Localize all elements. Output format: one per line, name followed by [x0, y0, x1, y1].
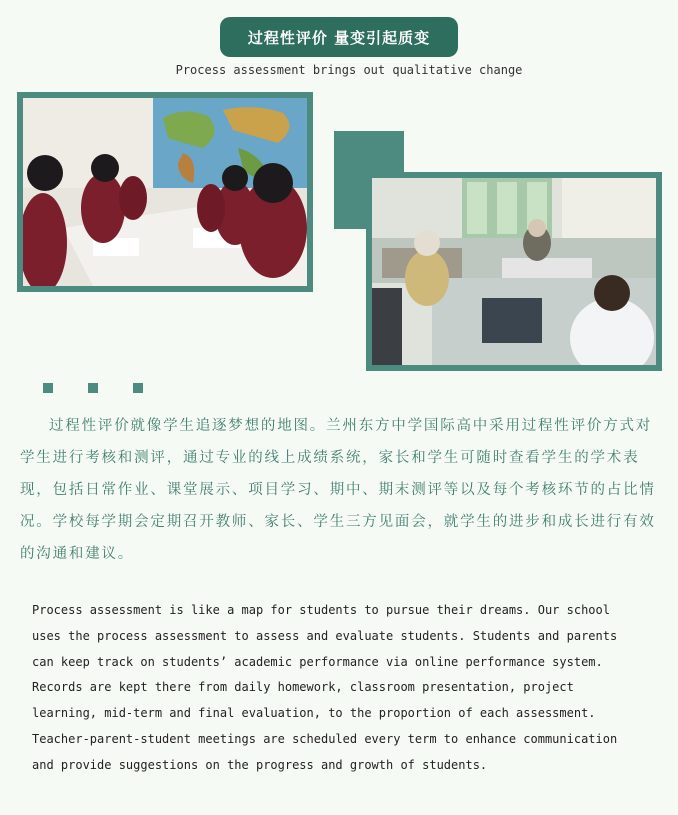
- classroom-photo: [23, 98, 307, 286]
- office-photo: [372, 178, 656, 365]
- decorative-dot: [133, 383, 143, 393]
- section-title: 过程性评价 量变引起质变: [220, 17, 458, 57]
- section-subtitle: Process assessment brings out qualitative change: [175, 63, 523, 77]
- classroom-photo-frame: [17, 92, 313, 292]
- decorative-dot: [43, 383, 53, 393]
- office-photo-frame: [366, 172, 662, 371]
- decorative-dot: [88, 383, 98, 393]
- body-paragraph-english: Process assessment is like a map for students to pursue their dreams. Our school uses the process assessment to assess and evaluate students. Students and parents can keep track on students’ academic performance via online performance system. Records are kept there from daily homework, classroom presentation, project learning, mid-term and final evaluation, to the proportion of each assessment. Teacher-parent-student meetings are scheduled every term to enhance communication and provide suggestions on the progress and growth of students.: [32, 603, 618, 772]
- body-paragraph-chinese: 过程性评价就像学生追逐梦想的地图。兰州东方中学国际高中采用过程性评价方式对学生进行考核和测评，通过专业的线上成绩系统，家长和学生可随时查看学生的学术表现，包括日常作业、课堂展示、项目学习、期中、期末测评等以及每个考核环节的占比情况。学校每学期会定期召开教师、家长、学生三方见面会，就学生的进步和成长进行有效的沟通和建议。: [20, 418, 656, 562]
